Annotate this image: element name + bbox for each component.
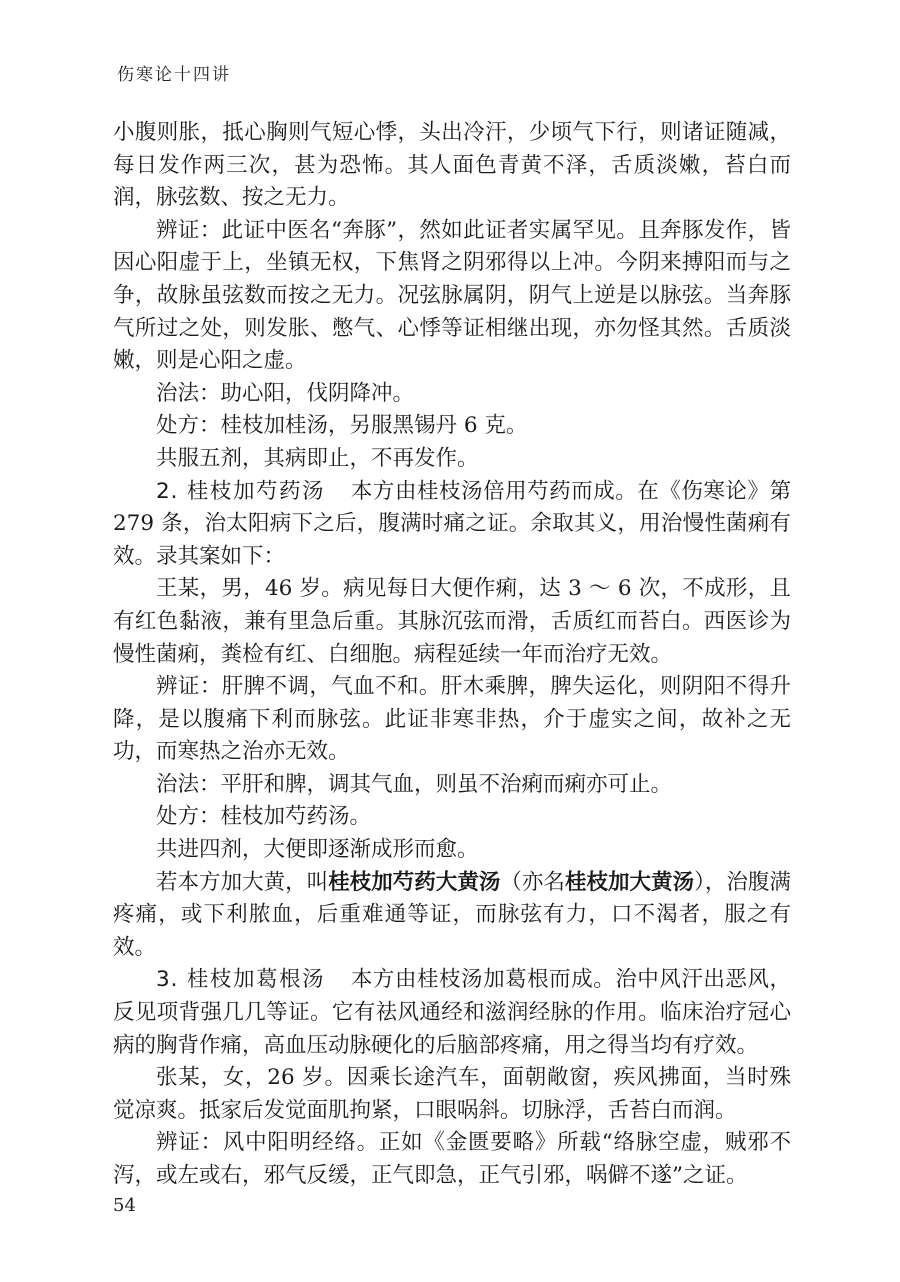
running-head-title: 伤寒论十四讲: [117, 65, 231, 85]
paragraph: 处方：桂枝加芍药汤。: [156, 804, 372, 830]
paragraph: 处方：桂枝加桂汤，另服黑锡丹 6 克。: [156, 413, 528, 439]
paragraph: 辨证：此证中医名“奔豚”，然如此证者实属罕见。且奔豚发作，皆因心阳虚于上，坐镇无权，下焦肾之阴邪得以上冲。今阴来搏阳而与之争，故脉虽弦数而按之无力。况弦脉属阴，阴气上逆是以脉弦。当奔豚气所过之处，则发胀、憋气、心悸等证相继出现，亦勿怪其然。舌质淡嫩，则是心阳之虚。: [113, 217, 791, 374]
page-number: 54: [113, 1195, 136, 1216]
paragraph: [113, 964, 791, 1062]
formula-name: 桂枝加大黄汤: [564, 869, 695, 895]
paragraph: 辨证：风中阳明经络。正如《金匮要略》所载“络脉空虚，贼邪不泻，或左或右，邪气反缓，正气即急，正气引邪，㖞僻不遂”之证。: [113, 1130, 791, 1188]
formula-name: 桂枝加芍药大黄汤: [328, 869, 501, 895]
paragraph: 辨证：肝脾不调，气血不和。肝木乘脾，脾失运化，则阴阳不得升降，是以腹痛下利而脉弦。此证非寒非热，介于虚实之间，故补之无功，而寒热之治亦无效。: [113, 674, 791, 765]
paragraph: [113, 476, 791, 574]
section-heading: 3. 桂枝加葛根汤: [156, 967, 326, 993]
paragraph: 张某，女，26 岁。因乘长途汽车，面朝敞窗，疾风拂面，当时殊觉凉爽。抵家后发觉面肌拘紧，口眼㖞斜。切脉浮，舌苔白而润。: [113, 1065, 791, 1123]
paragraph-text: 若本方加大黄，叫: [156, 869, 329, 895]
paragraph: 治法：助心阳，伐阴降冲。: [156, 380, 415, 406]
paragraph-text: 本方由桂枝汤加葛根而成。治中风汗出恶风，反见项背强几几等证。它有祛风通经和滋润经脉的作用。临床治疗冠心病的胸背作痛，高血压动脉硬化的后脑部疼痛，用之得当均有疗效。: [113, 967, 791, 1058]
paragraph-text: （亦名: [500, 869, 565, 895]
paragraph: 小腹则胀，抵心胸则气短心悸，头出冷汗，少顷气下行，则诸证随减，每日发作两三次，甚为恐怖。其人面色青黄不泽，舌质淡嫩，苔白而润，脉弦数、按之无力。: [113, 120, 791, 211]
paragraph-text: ），治腹满疼痛，或下利脓血，后重难通等证，而脉弦有力，口不渴者，服之有效。: [113, 869, 791, 960]
paragraph: [113, 867, 791, 965]
paragraph: 治法：平肝和脾，调其气血，则虽不治痢而痢亦可止。: [156, 771, 673, 797]
paragraph-text: 本方由桂枝汤倍用芍药而成。在《伤寒论》第 279 条，治太阳病下之后，腹满时痛之证。余取其义，用治慢性菌痢有效。录其案如下：: [113, 478, 791, 569]
paragraph: 王某，男，46 岁。病见每日大便作痢，达 3 ～ 6 次，不成形，且有红色黏液，兼有里急后重。其脉沉弦而滑，舌质红而苔白。西医诊为慢性菌痢，粪检有红、白细胞。病程延续一年而治疗无效。: [113, 576, 791, 667]
body-text: [113, 117, 791, 1193]
paragraph: 共服五剂，其病即止，不再发作。: [156, 445, 479, 471]
section-heading: 2. 桂枝加芍药汤: [156, 478, 326, 504]
paragraph: 共进四剂，大便即逐渐成形而愈。: [156, 837, 479, 863]
